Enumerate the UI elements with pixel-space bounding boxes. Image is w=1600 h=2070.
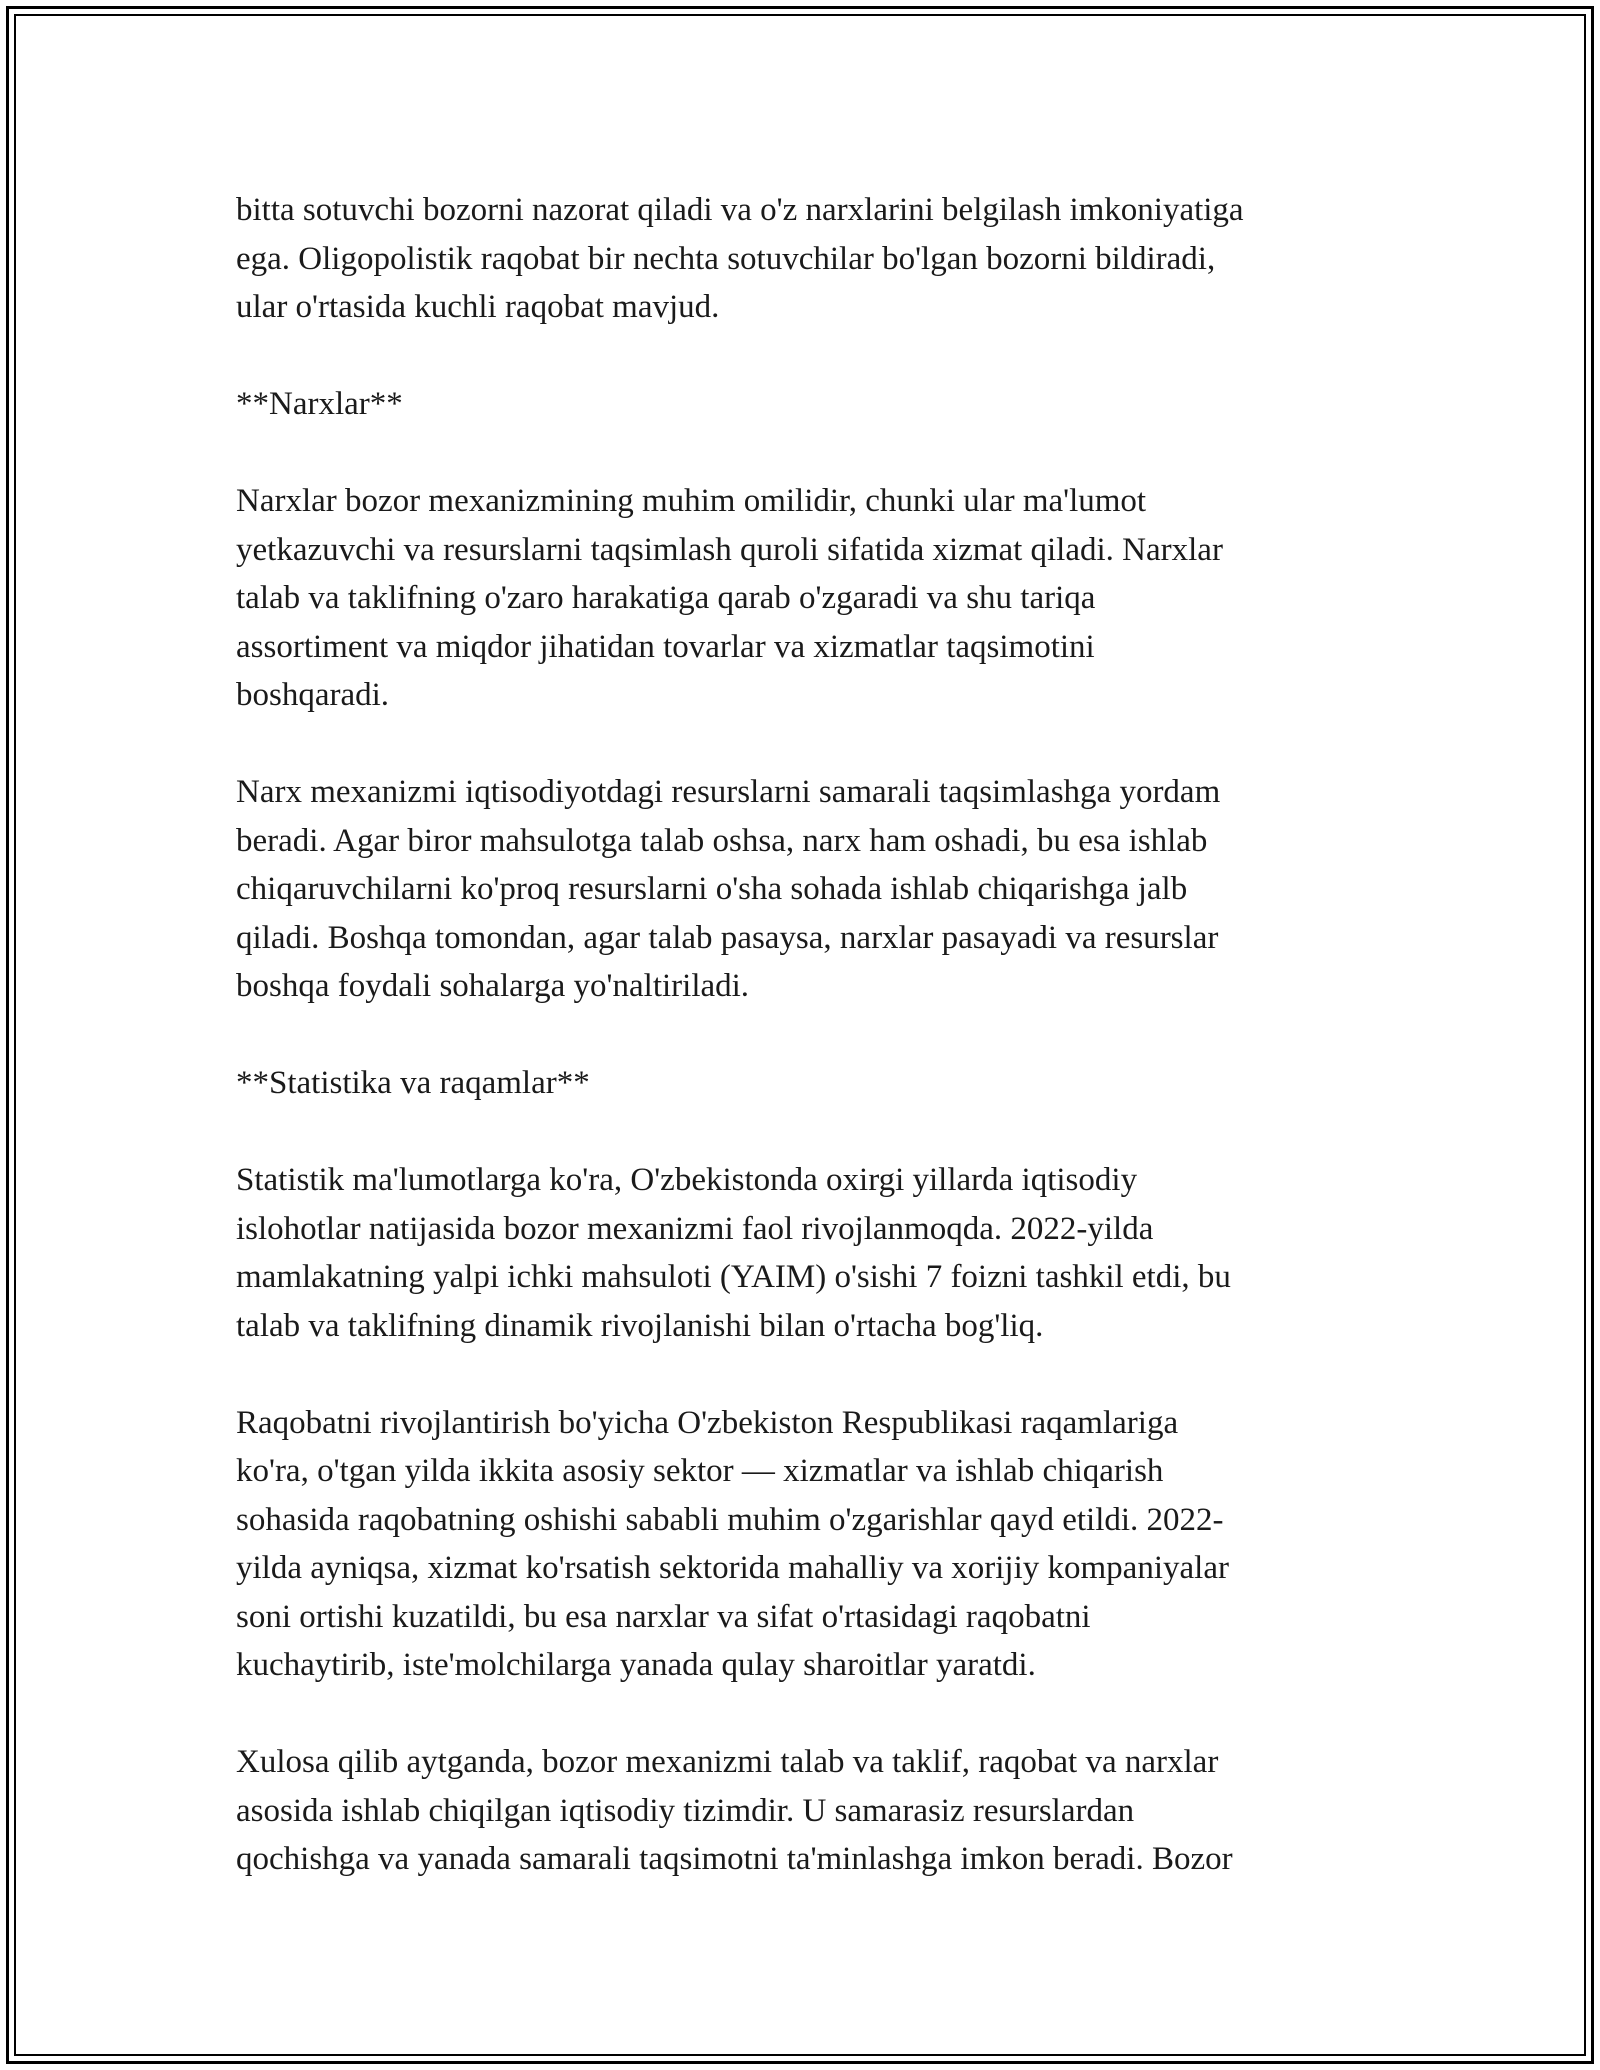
text-line: mamlakatning yalpi ichki mahsuloti (YAIM) o'sishi 7 foizni tashkil etdi, bu [236,1259,1231,1295]
text-line: qiladi. Boshqa tomondan, agar talab pasaysa, narxlar pasayadi va resurslar [236,919,1219,956]
text-line: ega. Oligopolistik raqobat bir nechta sotuvchilar bo'lgan bozorni bildiradi, [236,240,1216,277]
paragraph [236,1399,1376,1690]
paragraph [236,186,1376,332]
paragraph [236,1738,1376,1884]
text-line: ular o'rtasida kuchli raqobat mavjud. [236,289,720,325]
text-line: yetkazuvchi va resurslarni taqsimlash quroli sifatida xizmat qiladi. Narxlar [236,531,1223,568]
text-line: Narx mexanizmi iqtisodiyotdagi resurslarni samarali taqsimlashga yordam [236,774,1221,810]
text-line: talab va taklifning dinamik rivojlanishi bilan o'rtacha bog'liq. [236,1307,1044,1344]
text-line: **Statistika va raqamlar** [236,1065,590,1101]
text-line: qochishga va yanada samarali taqsimotni ta'minlashga imkon beradi. Bozor [236,1841,1233,1877]
text-line: Raqobatni rivojlantirish bo'yicha O'zbekiston Respublikasi raqamlariga [236,1404,1179,1441]
text-line: soni ortishi kuzatildi, bu esa narxlar va sifat o'rtasidagi raqobatni [236,1598,1091,1635]
section-heading [236,380,1376,429]
text-line: assortiment va miqdor jihatidan tovarlar va xizmatlar taqsimotini [236,628,1095,665]
text-line: boshqaradi. [236,677,390,713]
text-line: sohasida raqobatning oshishi sababli muhim o'zgarishlar qayd etildi. 2022- [236,1501,1224,1538]
text-line: asosida ishlab chiqilgan iqtisodiy tizimdir. U samarasiz resurslardan [236,1792,1135,1829]
text-line: islohotlar natijasida bozor mexanizmi faol rivojlanmoqda. 2022-yilda [236,1210,1154,1247]
paragraph [236,477,1376,720]
text-line: talab va taklifning o'zaro harakatiga qarab o'zgaradi va shu tariqa [236,580,1096,616]
section-heading [236,1059,1376,1108]
document-body [236,186,1376,1884]
text-line: kuchaytirib, iste'molchilarga yanada qulay sharoitlar yaratdi. [236,1647,1036,1683]
text-line: boshqa foydali sohalarga yo'naltiriladi. [236,968,750,1004]
text-line: **Narxlar** [236,386,403,422]
text-line: yilda ayniqsa, xizmat ko'rsatish sektorida mahalliy va xorijiy kompaniyalar [236,1550,1229,1586]
text-line: beradi. Agar biror mahsulotga talab oshsa, narx ham oshadi, bu esa ishlab [236,822,1208,859]
text-line: Xulosa qilib aytganda, bozor mexanizmi talab va taklif, raqobat va narxlar [236,1744,1219,1780]
paragraph [236,768,1376,1011]
text-line: chiqaruvchilarni ko'proq resurslarni o'sha sohada ishlab chiqarishga jalb [236,871,1188,907]
paragraph [236,1156,1376,1350]
text-line: bitta sotuvchi bozorni nazorat qiladi va o'z narxlarini belgilash imkoniyatiga [236,192,1244,228]
text-line: Statistik ma'lumotlarga ko'ra, O'zbekistonda oxirgi yillarda iqtisodiy [236,1162,1138,1198]
text-line: Narxlar bozor mexanizmining muhim omilidir, chunki ular ma'lumot [236,483,1147,519]
text-line: ko'ra, o'tgan yilda ikkita asosiy sektor — xizmatlar va ishlab chiqarish [236,1453,1164,1489]
